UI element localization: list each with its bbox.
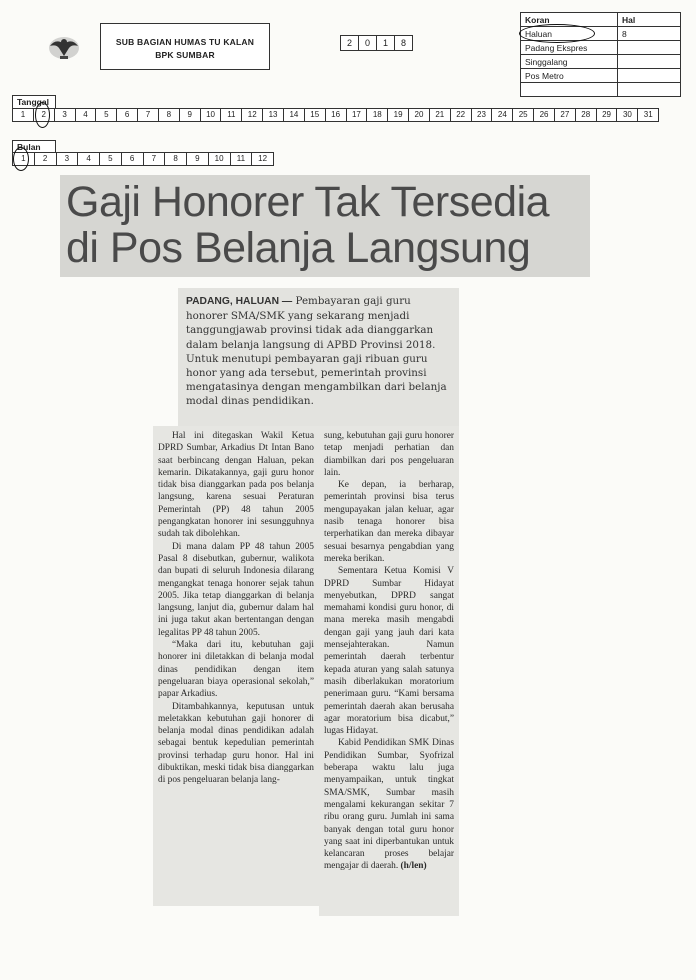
date-cell: 2 bbox=[34, 109, 55, 121]
date-cell: 12 bbox=[242, 109, 263, 121]
year-digit: 8 bbox=[400, 38, 406, 48]
date-cell: 24 bbox=[492, 109, 513, 121]
date-cell: 30 bbox=[617, 109, 638, 121]
office-name-line2: BPK SUMBAR bbox=[155, 50, 215, 60]
date-cell: 14 bbox=[284, 109, 305, 121]
date-cell: 23 bbox=[472, 109, 493, 121]
paragraph: Hal ini ditegaskan Wakil Ketua DPRD Sumbar, Arkadius Dt Intan Bano saat berbincang dengan Haluan, pekan kemarin. Dikatakannya, gaji guru honor tidak bisa dianggarkan pada pos belanja langsung, karena sesuai Peraturan Pemerintah (PP) 48 tahun 2005 pengangkatan honorer ini sesungguhnya sudah tak dibolehkan. bbox=[158, 431, 314, 540]
date-cell: 20 bbox=[409, 109, 430, 121]
date-cell: 25 bbox=[513, 109, 534, 121]
month-cell: 1 bbox=[13, 153, 35, 165]
newspaper-name: Haluan bbox=[521, 27, 618, 41]
date-cell: 6 bbox=[117, 109, 138, 121]
year-box bbox=[340, 35, 413, 51]
date-cell: 4 bbox=[76, 109, 97, 121]
year-digit: 1 bbox=[377, 36, 395, 50]
newspaper-name bbox=[521, 83, 618, 97]
table-row bbox=[521, 41, 681, 55]
table-row bbox=[521, 55, 681, 69]
dateline: PADANG, HALUAN — bbox=[186, 296, 293, 307]
date-strip bbox=[12, 108, 659, 122]
date-cell: 29 bbox=[597, 109, 618, 121]
date-cell: 26 bbox=[534, 109, 555, 121]
article-column-right bbox=[319, 426, 459, 916]
year-digit: 2 bbox=[341, 36, 359, 50]
date-cell: 31 bbox=[643, 110, 653, 119]
date-cell: 27 bbox=[555, 109, 576, 121]
bulan-label: Bulan bbox=[17, 142, 41, 152]
hal-header: Hal bbox=[618, 13, 681, 27]
date-cell: 10 bbox=[201, 109, 222, 121]
date-cell: 3 bbox=[55, 109, 76, 121]
headline-line2: di Pos Belanja Langsung bbox=[66, 224, 531, 272]
date-cell: 7 bbox=[138, 109, 159, 121]
month-cell: 8 bbox=[165, 153, 187, 165]
headline-line1: Gaji Honorer Tak Tersedia bbox=[66, 178, 550, 226]
article-lead bbox=[178, 288, 459, 426]
month-cell: 7 bbox=[144, 153, 166, 165]
page-number bbox=[618, 41, 681, 55]
year-digit: 0 bbox=[359, 36, 377, 50]
newspaper-name: Pos Metro bbox=[521, 69, 618, 83]
paragraph: Ditambahkannya, keputusan untuk meletakkan kebutuhan gaji honorer di belanja modal dinas pendidikan adalah sebagai bentuk kepedulian pemerintah provinsi terhadap guru honor. Hal ini dibuktikan, meski tidak bisa dianggarkan di pos pengeluaran belanja lang- bbox=[158, 701, 314, 786]
table-row bbox=[521, 83, 681, 97]
month-cell: 6 bbox=[122, 153, 144, 165]
article-column-left bbox=[153, 426, 319, 906]
date-cell: 19 bbox=[388, 109, 409, 121]
newspaper-table bbox=[520, 12, 681, 97]
month-cell: 4 bbox=[78, 153, 100, 165]
month-cell: 3 bbox=[57, 153, 79, 165]
newspaper-name: Padang Ekspres bbox=[521, 41, 618, 55]
date-cell: 13 bbox=[263, 109, 284, 121]
lead-text: Pembayaran gaji guru honorer SMA/SMK yang sekarang menjadi tanggungjawab provinsi tidak ada dianggarkan dalam belanja langsung di APBD Provinsi 2018. Untuk menutupi pembayaran gaji ribuan guru honor yang ada tersebut, pemerintah provinsi mengatasinya dengan mengambilkan dari belanja modal dinas pendidikan. bbox=[186, 295, 447, 408]
office-header-box bbox=[100, 23, 270, 70]
month-cell: 11 bbox=[231, 153, 253, 165]
paragraph: sung, kebutuhan gaji guru honorer tetap menjadi perhatian dan diambilkan dari pos pengeluaran lain. bbox=[324, 431, 454, 478]
koran-header: Koran bbox=[521, 13, 618, 27]
page-number bbox=[618, 69, 681, 83]
date-cell: 9 bbox=[180, 109, 201, 121]
date-cell: 16 bbox=[326, 109, 347, 121]
page-number: 8 bbox=[618, 27, 681, 41]
tanggal-label: Tanggal bbox=[17, 97, 49, 107]
date-cell: 17 bbox=[347, 109, 368, 121]
month-cell: 2 bbox=[35, 153, 57, 165]
month-cell: 9 bbox=[187, 153, 209, 165]
date-cell: 8 bbox=[159, 109, 180, 121]
office-name-line1: SUB BAGIAN HUMAS TU KALAN bbox=[115, 37, 255, 47]
month-cell: 5 bbox=[100, 153, 122, 165]
date-cell: 21 bbox=[430, 109, 451, 121]
paragraph: Ke depan, ia berharap, pemerintah provinsi bisa terus mengupayakan jalan keluar, agar nasib tenaga honorer bisa terperhatikan dan mereka dibayar sesuai besarnya pengabdian yang mereka berikan. bbox=[324, 480, 454, 564]
table-row bbox=[521, 27, 681, 41]
page-number bbox=[618, 55, 681, 69]
article-headline bbox=[60, 175, 590, 277]
table-row bbox=[521, 69, 681, 83]
paragraph: Sementara Ketua Komisi V DPRD Sumbar Hidayat menyebutkan, DPRD sangat memahami kondisi guru honor, di mana mereka masih mengabdi dengan gaji yang jauh dari kata mensejahterakan. Namun pemerintah daerah terbentur kepada aturan yang salah satunya masih diberlakukan moratorium penerimaan guru. “Kami bersama pemerintah daerah akan berusaha agar moratorium bisa dicabut,” lugas Hidayat. bbox=[324, 566, 454, 737]
month-strip bbox=[12, 152, 274, 166]
month-cell: 12 bbox=[258, 154, 268, 163]
date-cell: 28 bbox=[576, 109, 597, 121]
date-cell: 18 bbox=[367, 109, 388, 121]
signoff: (h/len) bbox=[400, 861, 427, 872]
paragraph: “Maka dari itu, kebutuhan gaji honorer ini diletakkan di belanja modal dinas pendidikan dengan item pengeluaran biaya operasional sekolah,” papar Arkadius. bbox=[158, 640, 314, 700]
date-cell: 22 bbox=[451, 109, 472, 121]
paragraph: Kabid Pendidikan SMK Dinas Pendidikan Sumbar, Syofrizal beberapa waktu lalu juga menyampaikan, untuk tingkat SMA/SMK, Sumbar masih mengalami kekurangan sekitar 7 ribu orang guru. Jumlah ini sama banyak dengan total guru honor yang saat ini diperbantukan untuk kelancaran proses belajar mengajar di daerah. (h/len) bbox=[324, 738, 454, 872]
page-number bbox=[618, 83, 681, 97]
date-cell: 15 bbox=[305, 109, 326, 121]
garuda-seal-icon bbox=[47, 34, 81, 62]
date-cell: 1 bbox=[13, 109, 34, 121]
paragraph: Di mana dalam PP 48 tahun 2005 Pasal 8 disebutkan, gubernur, walikota dan bupati di seluruh Indonesia dilarang mengangkat tenaga honorer sejak tahun 2005. Jika tetap dianggarkan di belanja langsung, lanjut dia, gubernur dalam hal ini juga takut akan bertentangan dengan legalitas PP 48 tahun 2005. bbox=[158, 541, 314, 638]
date-cell: 5 bbox=[96, 109, 117, 121]
date-cell: 11 bbox=[221, 109, 242, 121]
month-cell: 10 bbox=[209, 153, 231, 165]
tanggal-label-box bbox=[12, 95, 56, 109]
newspaper-name: Singgalang bbox=[521, 55, 618, 69]
